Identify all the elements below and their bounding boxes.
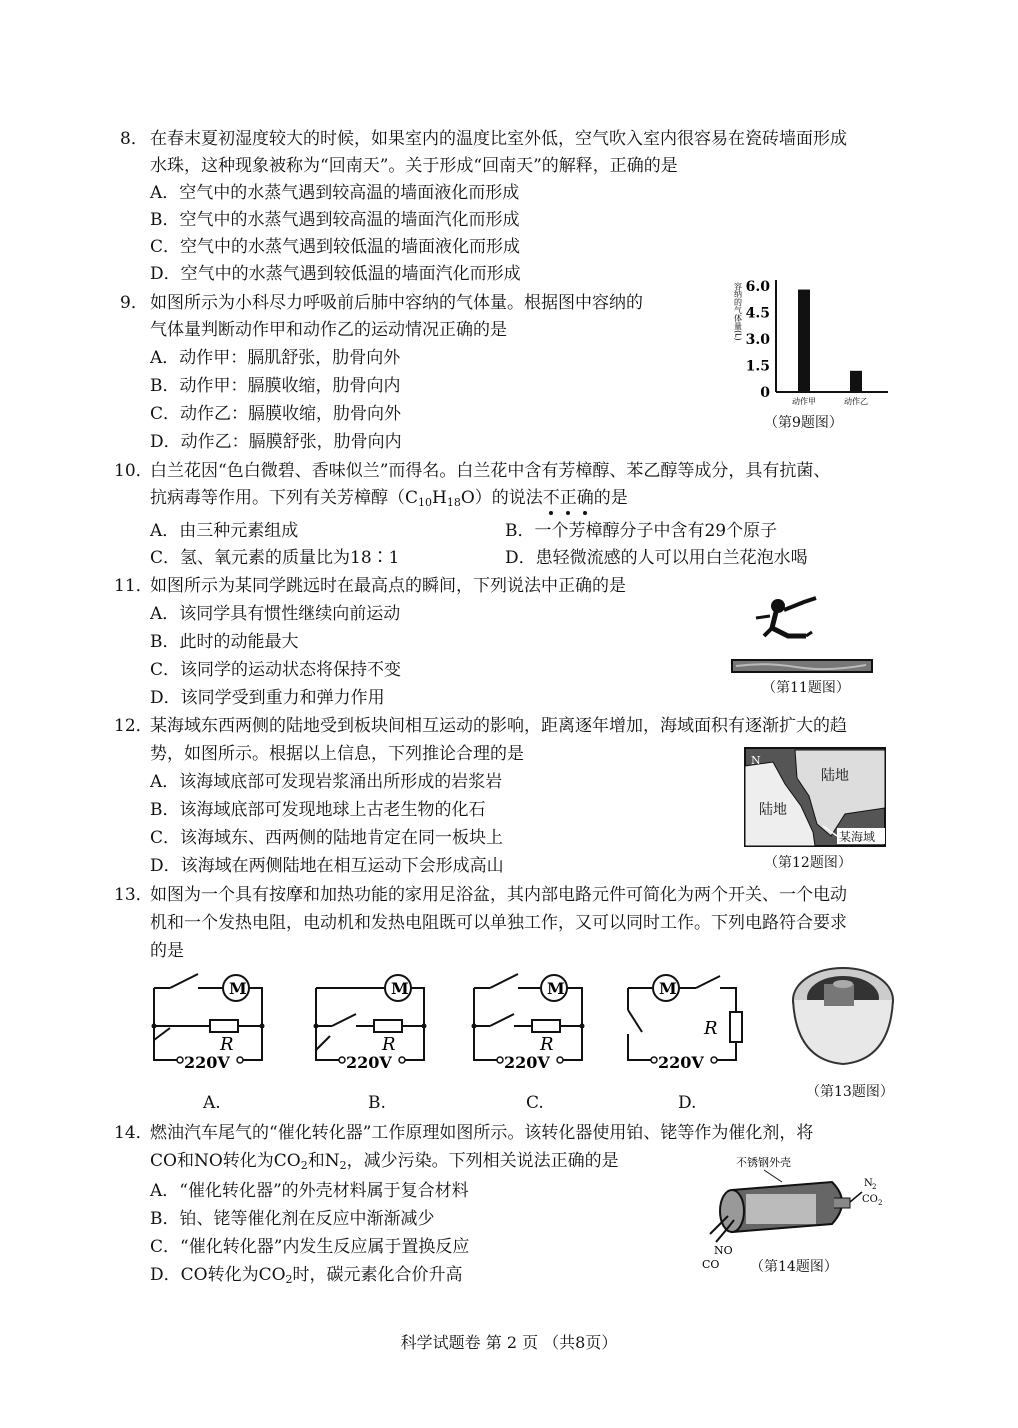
q8-option-d: D．空气中的水蒸气遇到较低温的墙面汽化而形成: [150, 264, 521, 284]
q13-number: 13．: [114, 885, 153, 905]
q8-option-b: B．空气中的水蒸气遇到较高温的墙面汽化而形成: [150, 210, 520, 230]
svg-text:R: R: [220, 1034, 234, 1055]
q9-option-c: C．动作乙：膈膜收缩，肋骨向外: [150, 404, 402, 424]
page-footer: 科学试题卷 第 2 页 （共8页）: [400, 1333, 618, 1352]
svg-text:M: M: [547, 979, 565, 998]
q10-number: 10．: [114, 461, 153, 481]
sand-pit: [732, 660, 872, 672]
q10-option-b: B．一个芳樟醇分子中含有29个原子: [505, 521, 778, 541]
svg-text:220V: 220V: [658, 1053, 704, 1072]
q11-option-d: D．该同学受到重力和弹力作用: [150, 688, 385, 708]
q14-stem-line2: CO和NO转化为$CO_2$和$N_2$，减少污染。下列相关说法正确的是: [150, 1151, 619, 1172]
map-north-label: N: [751, 754, 761, 767]
svg-text:220V: 220V: [504, 1053, 550, 1072]
output-co2-label: CO: [862, 1194, 878, 1205]
q13-caption: （第13题图）: [806, 1084, 894, 1100]
map-land-label-west: 陆地: [759, 802, 787, 818]
sea-map: [745, 748, 885, 846]
jumper-figure: [756, 598, 816, 636]
circuit-c-label: C.: [526, 1093, 544, 1113]
q11-caption: （第11题图）: [762, 680, 850, 696]
q9-option-a: A．动作甲：膈肌舒张，肋骨向外: [150, 348, 401, 368]
svg-text:M: M: [659, 979, 677, 998]
q14-caption: （第14题图）: [750, 1259, 838, 1275]
q9-option-b: B．动作甲：膈膜收缩，肋骨向内: [150, 376, 401, 396]
q12-option-d: D．该海域在两侧陆地在相互运动下会形成高山: [150, 856, 504, 876]
circuit-b: [312, 970, 432, 1080]
q11-option-a: A．该同学具有惯性继续向前运动: [150, 604, 401, 624]
q14-option-b: B．铂、铑等催化剂在反应中渐渐减少: [150, 1209, 435, 1229]
emphasis-que: 确: [576, 488, 594, 508]
q13-stem-line1: 如图为一个具有按摩和加热功能的家用足浴盆，其内部电路元件可简化为两个开关、一个电动: [150, 885, 847, 905]
q8-option-c: C．空气中的水蒸气遇到较低温的墙面液化而形成: [150, 237, 521, 257]
q14-option-a: A．“催化转化器”的外壳材料属于复合材料: [150, 1181, 469, 1201]
circuit-d: [624, 970, 754, 1080]
q9-stem-line2: 气体量判断动作甲和动作乙的运动情况正确的是: [150, 320, 507, 340]
q9-option-d: D．动作乙：膈膜舒张，肋骨向内: [150, 432, 402, 452]
q10-stem-line2: 抗病毒等作用。下列有关芳樟醇$(C_{10}H_{18}O)$的说法不正确的是: [150, 488, 628, 509]
q14-number: 14．: [114, 1123, 153, 1143]
map-land-label-east: 陆地: [821, 768, 849, 784]
circuit-b-label: B.: [368, 1093, 386, 1113]
q9-stem-line1: 如图所示为小科尽力呼吸前后肺中容纳的气体量。根据图中容纳的: [150, 293, 643, 313]
emphasis-zheng: 正: [559, 488, 577, 508]
q8-number: 8．: [120, 129, 148, 149]
svg-text:R: R: [382, 1034, 396, 1055]
svg-text:2: 2: [878, 1199, 883, 1207]
input-co-label: CO: [702, 1258, 720, 1271]
q14-stem-line1: 燃油汽车尾气的“催化转化器”工作原理如图所示。该转化器使用铂、铑等作为催化剂，将: [150, 1123, 814, 1143]
resistor-symbol: [730, 1012, 742, 1042]
chart-y-tick-label: 3.0: [745, 332, 770, 348]
q11-stem: 如图所示为某同学跳远时在最高点的瞬间，下列说法中正确的是: [150, 576, 626, 596]
resistor-symbol: [210, 1020, 238, 1032]
svg-text:M: M: [229, 979, 247, 998]
q9-number: 9．: [120, 293, 148, 313]
q10-stem-line1: 白兰花因“色白微碧、香味似兰”而得名。白兰花中含有芳樟醇、苯乙醇等成分，具有抗菌、: [150, 461, 831, 481]
output-n2-label: N: [864, 1178, 873, 1189]
q12-number: 12．: [114, 716, 153, 736]
q10-option-c: C．氢、氧元素的质量比为18∶1: [150, 548, 400, 568]
chart-x-category-label: 动作甲: [792, 397, 816, 406]
chart-x-category-label: 动作乙: [844, 397, 868, 406]
svg-text:M: M: [391, 979, 409, 998]
chart-bar-yi: [850, 371, 862, 392]
circuit-d-label: D.: [678, 1093, 697, 1113]
q11-option-c: C．该同学的运动状态将保持不变: [150, 660, 402, 680]
q8-stem-line2: 水珠，这种现象被称为“回南天”。关于形成“回南天”的解释，正确的是: [150, 156, 678, 176]
circuit-a: [150, 970, 270, 1080]
chart-bar-jia: [798, 290, 810, 392]
chart-y-tick-label: 1.5: [745, 358, 770, 375]
q9-caption: （第9题图）: [764, 415, 843, 431]
q12-caption: （第12题图）: [764, 855, 852, 871]
q10-option-d: D．患轻微流感的人可以用白兰花泡水喝: [505, 548, 808, 568]
svg-text:R: R: [704, 1018, 718, 1039]
long-jump-illustration: [726, 592, 876, 672]
svg-text:220V: 220V: [346, 1053, 392, 1072]
q12-stem-line2: 势，如图所示。根据以上信息，下列推论合理的是: [150, 744, 524, 764]
input-no-label: NO: [714, 1244, 733, 1257]
chart-ylabel: 容纳的气体量(L): [733, 282, 743, 341]
chart-y-tick-label: 6.0: [745, 279, 770, 295]
svg-text:R: R: [540, 1034, 554, 1055]
resistor-symbol: [374, 1020, 402, 1032]
q9-bar-chart: [728, 272, 898, 412]
q11-option-b: B．此时的动能最大: [150, 632, 299, 652]
map-sea-label: 某海域: [839, 830, 876, 844]
circuit-a-label: A.: [203, 1093, 221, 1113]
q12-stem-line1: 某海域东西两侧的陆地受到板块间相互运动的影响，距离逐年增加，海域面积有逐渐扩大的趋: [150, 716, 847, 736]
q13-stem-line2: 机和一个发热电阻，电动机和发热电阻既可以单独工作，又可以同时工作。下列电路符合要求: [150, 913, 847, 933]
q14-option-d: D．CO转化为$CO_2$时，碳元素化合价升高: [150, 1265, 463, 1286]
q12-option-a: A．该海域底部可发现岩浆涌出所形成的岩浆岩: [150, 772, 503, 792]
q8-stem-line1: 在春末夏初湿度较大的时候，如果室内的温度比室外低，空气吹入室内很容易在瓷砖墙面形成: [150, 129, 847, 149]
svg-text:220V: 220V: [184, 1053, 230, 1072]
emphasis-bu: 不: [542, 488, 560, 508]
q12-option-b: B．该海域底部可发现地球上古老生物的化石: [150, 800, 486, 820]
q10-option-a: A．由三种元素组成: [150, 521, 299, 541]
q14-option-c: C．“催化转化器”内发生反应属于置换反应: [150, 1237, 470, 1257]
q12-option-c: C．该海域东、西两侧的陆地肯定在同一板块上: [150, 828, 504, 848]
q11-number: 11．: [114, 576, 153, 596]
resistor-symbol: [532, 1020, 560, 1032]
q8-option-a: A．空气中的水蒸气遇到较高温的墙面液化而形成: [150, 183, 520, 203]
chart-y-tick-label: 0: [760, 385, 770, 401]
circuit-c: [470, 970, 590, 1080]
q13-stem-line3: 的是: [150, 941, 184, 961]
svg-text:2: 2: [872, 1183, 877, 1191]
foot-bath-photo: [788, 960, 898, 1070]
chart-y-tick-label: 4.5: [745, 305, 770, 322]
catalytic-converter-diagram: [702, 1150, 882, 1270]
shell-label: 不锈钢外壳: [736, 1156, 791, 1169]
